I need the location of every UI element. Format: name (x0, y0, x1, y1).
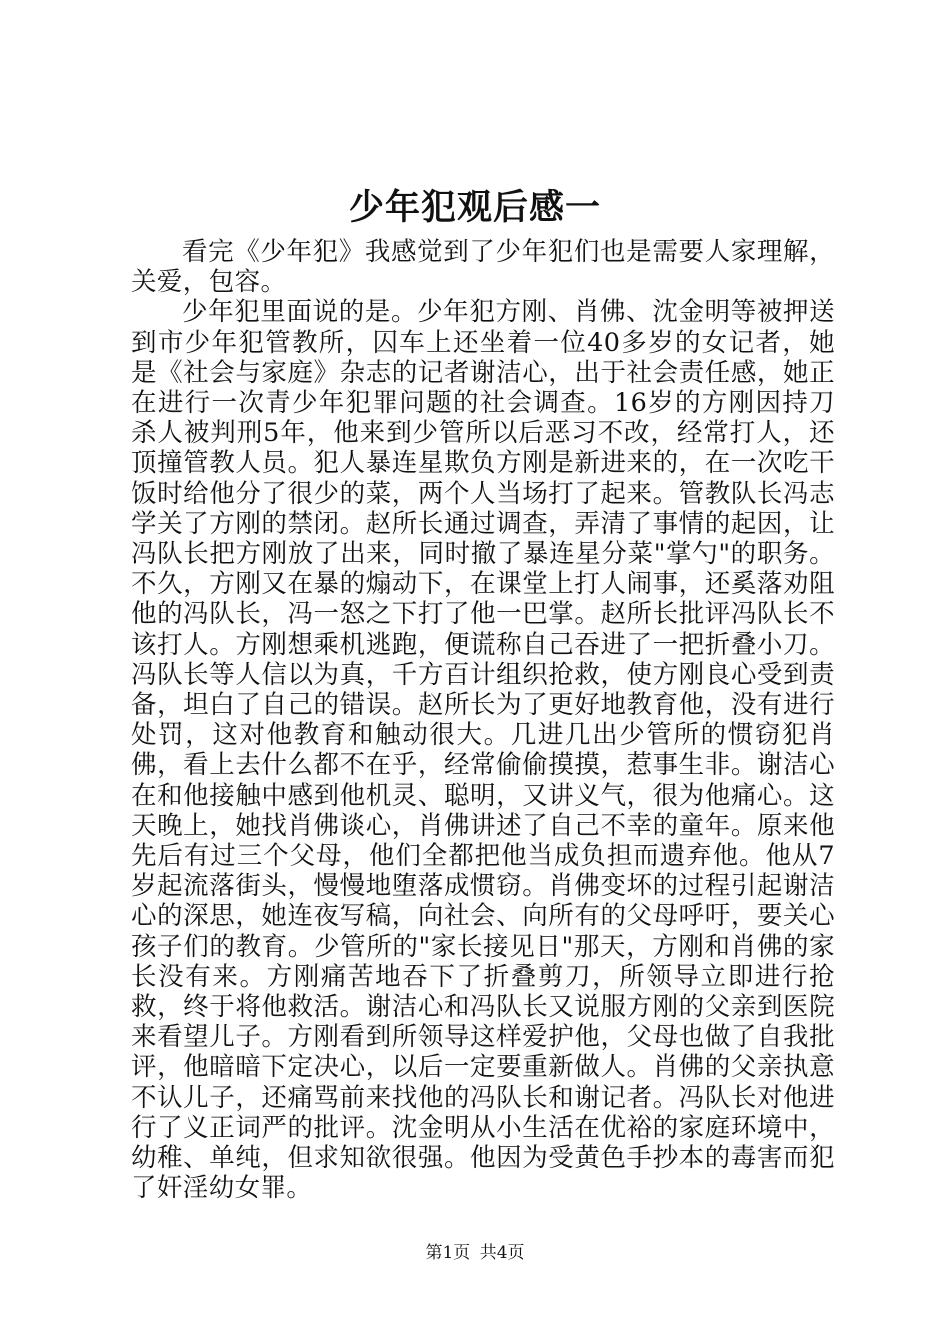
page-footer (0, 1242, 950, 1264)
document-body (131, 237, 835, 1204)
page-title: 少年犯观后感一 (348, 187, 601, 228)
page-number: 第1页 (425, 1243, 471, 1263)
page-total: 共4页 (479, 1243, 525, 1263)
paragraph-intro: 看完《少年犯》我感觉到了少年犯们也是需要人家理解，关爱，包容。 (131, 237, 835, 298)
paragraph-synopsis: 少年犯里面说的是。少年犯方刚、肖佛、沈金明等被押送到市少年犯管教所，囚车上还坐着一位40多岁的女记者，她是《社会与家庭》杂志的记者谢洁心，出于社会责任感，她正在进行一次青少年犯罪问题的社会调查。16岁的方刚因持刀杀人被判刑5年，他来到少管所以后恶习不改，经常打人，还顶撞管教人员。犯人暴连星欺负方刚是新进来的，在一次吃干饭时给他分了很少的菜，两个人当场打了起来。管教队长冯志学关了方刚的禁闭。赵所长通过调查，弄清了事情的起因，让冯队长把方刚放了出来，同时撤了暴连星分菜"掌勺"的职务。不久，方刚又在暴的煽动下，在课堂上打人闹事，还奚落劝阻他的冯队长，冯一怒之下打了他一巴掌。赵所长批评冯队长不该打人。方刚想乘机逃跑，便谎称自己吞进了一把折叠小刀。冯队长等人信以为真，千方百计组织抢救，使方刚良心受到责备，坦白了自己的错误。赵所长为了更好地教育他，没有进行处罚，这对他教育和触动很大。几进几出少管所的惯窃犯肖佛，看上去什么都不在乎，经常偷偷摸摸，惹事生非。谢洁心在和他接触中感到他机灵、聪明，又讲义气，很为他痛心。这天晚上，她找肖佛谈心，肖佛讲述了自己不幸的童年。原来他先后有过三个父母，他们全都把他当成负担而遗弃他。他从7岁起流落街头，慢慢地堕落成惯窃。肖佛变坏的过程引起谢洁心的深思，她连夜写稿，向社会、向所有的父母呼吁，要关心孩子们的教育。少管所的"家长接见日"那天，方刚和肖佛的家长没有来。方刚痛苦地吞下了折叠剪刀，所领导立即进行抢救，终于将他救活。谢洁心和冯队长又说服方刚的父亲到医院来看望儿子。方刚看到所领导这样爱护他，父母也做了自我批评，他暗暗下定决心，以后一定要重新做人。肖佛的父亲执意不认儿子，还痛骂前来找他的冯队长和谢记者。冯队长对他进行了义正词严的批评。沈金明从小生活在优裕的家庭环境中，幼稚、单纯，但求知欲很强。他因为受黄色手抄本的毒害而犯了奸淫幼女罪。 (131, 297, 835, 1204)
